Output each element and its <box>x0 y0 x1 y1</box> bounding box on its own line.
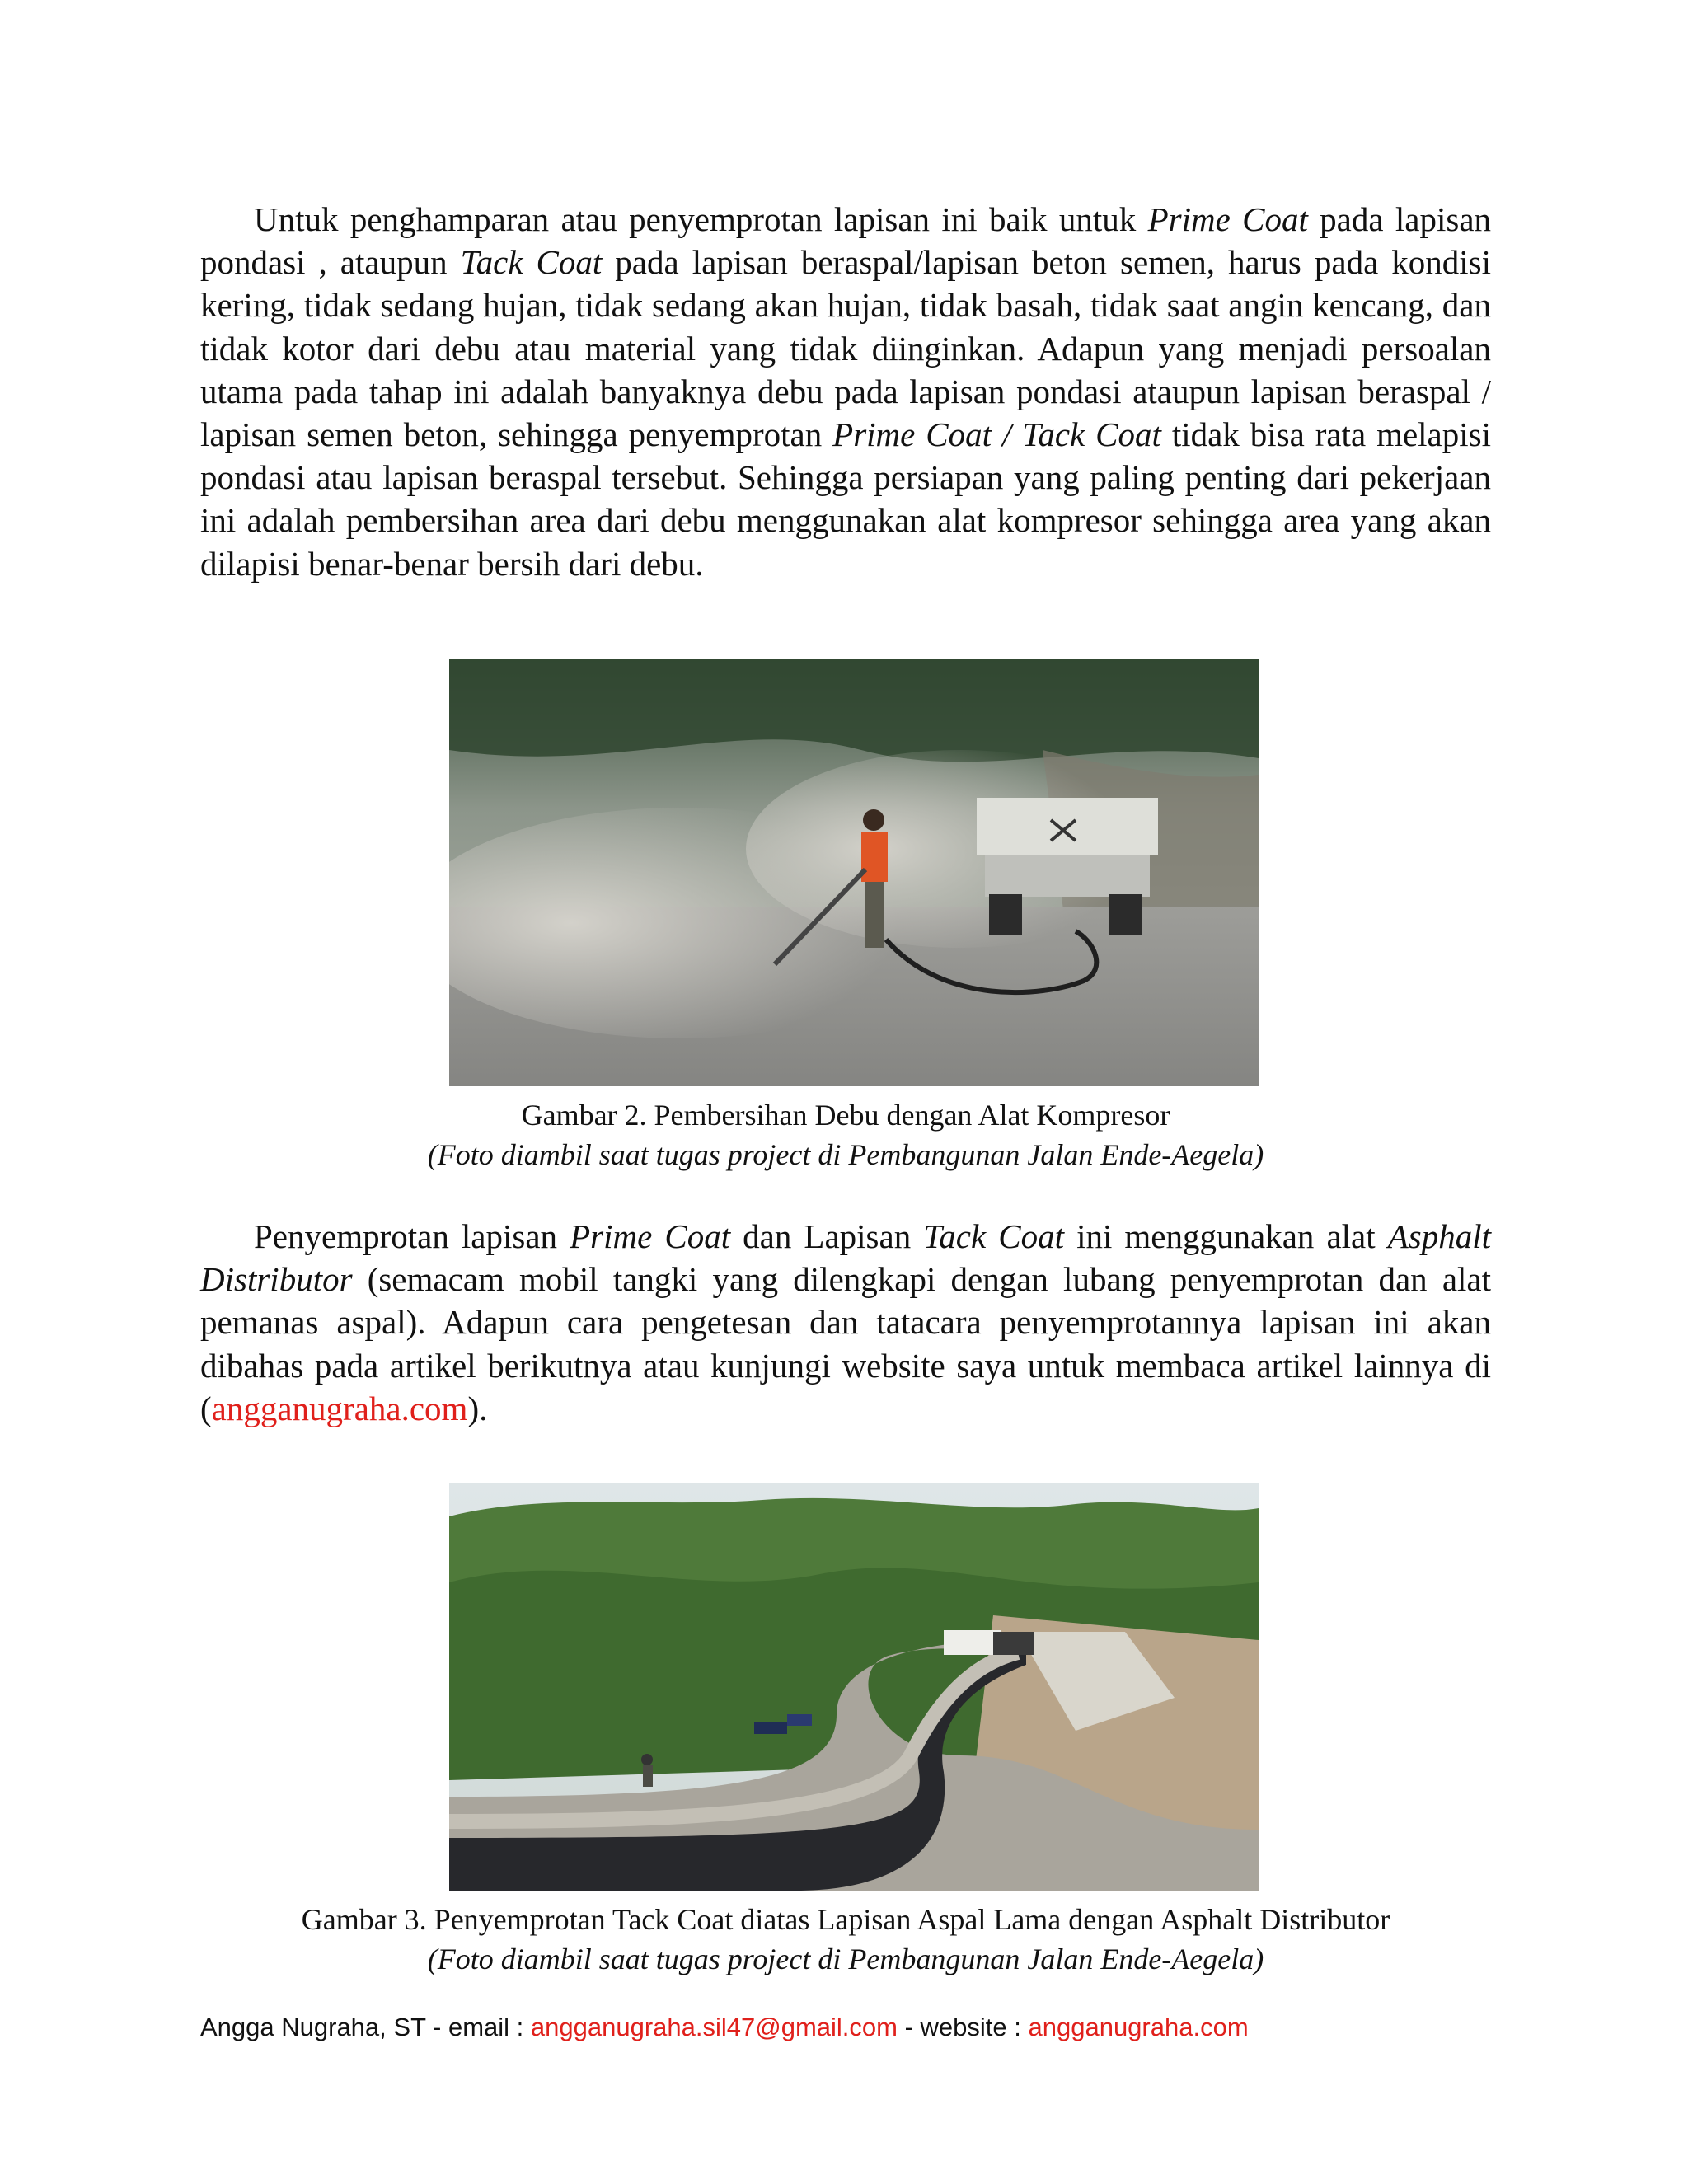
website-link[interactable]: angganugraha.com <box>211 1389 468 1427</box>
footer-website-link[interactable]: angganugraha.com <box>1028 2013 1249 2041</box>
text-run: Penyemprotan lapisan <box>254 1217 570 1255</box>
text-run: pada lapisan beraspal/lapisan beton semen, harus pada kondisi kering, tidak sedang hujan, tidak sedang akan hujan, tidak basah, tidak saat angin kencang, dan tidak kotor dari debu atau material yang tidak diinginkan. Adapun yang menjadi persoalan utama pada tahap ini adalah banyaknya debu pada lapisan pondasi ataupun lapisan beraspal / lapisan semen beton, sehingga penyemprotan <box>200 243 1492 454</box>
text-run: (semacam mobil tangki yang dilengkapi dengan lubang penyemprotan dan alat pemanas aspal). Adapun cara pengetesan dan tatacara penyemprotannya lapisan ini akan dibahas pada artikel berikutnya atau kunjungi website saya untuk membaca artikel lainnya di ( <box>200 1260 1491 1427</box>
italic-term: Prime Coat / Tack Coat <box>832 415 1161 454</box>
text-run: pada lapisan pondasi , ataupun <box>200 200 1492 282</box>
italic-term: Tack Coat <box>460 243 603 282</box>
figure2-subcaption: (Foto diambil saat tugas project di Pembangunan Jalan Ende-Aegela) <box>427 1138 1264 1171</box>
footer-email-link[interactable]: angganugraha.sil47@gmail.com <box>530 2013 898 2041</box>
text-run: dan Lapisan <box>730 1217 924 1255</box>
footer-author: Angga Nugraha, ST - email : <box>200 2013 531 2041</box>
figure3-subcaption: (Foto diambil saat tugas project di Pembangunan Jalan Ende-Aegela) <box>427 1943 1264 1975</box>
footer-website-label: - website : <box>898 2013 1029 2041</box>
text-run: ini menggunakan alat <box>1064 1217 1388 1255</box>
italic-term: Tack Coat <box>923 1217 1064 1255</box>
paragraph-asphalt-distributor <box>200 1215 1491 1430</box>
paragraph-prime-coat-preparation <box>200 198 1491 585</box>
italic-term: Prime Coat <box>1147 200 1308 238</box>
photo-dust-cleaning-compressor <box>449 659 1259 1086</box>
figure2-caption: Gambar 2. Pembersihan Debu dengan Alat Kompresor <box>521 1099 1170 1132</box>
italic-term: Asphalt Distributor <box>200 1217 1491 1299</box>
text-run: Untuk penghamparan atau penyemprotan lapisan ini baik untuk <box>254 200 1148 238</box>
page-footer <box>200 2011 1491 2044</box>
figure3-caption: Gambar 3. Penyemprotan Tack Coat diatas Lapisan Aspal Lama dengan Asphalt Distributor <box>301 1903 1390 1936</box>
text-run: ). <box>467 1389 488 1427</box>
text-run: tidak bisa rata melapisi pondasi atau lapisan beraspal tersebut. Sehingga persiapan yang paling penting dari pekerjaan ini adalah pembersihan area dari debu menggunakan alat kompresor sehingga area yang akan dilapisi benar-benar bersih dari debu. <box>200 415 1491 583</box>
italic-term: Prime Coat <box>570 1217 731 1255</box>
photo-tack-coat-spraying <box>449 1483 1259 1891</box>
